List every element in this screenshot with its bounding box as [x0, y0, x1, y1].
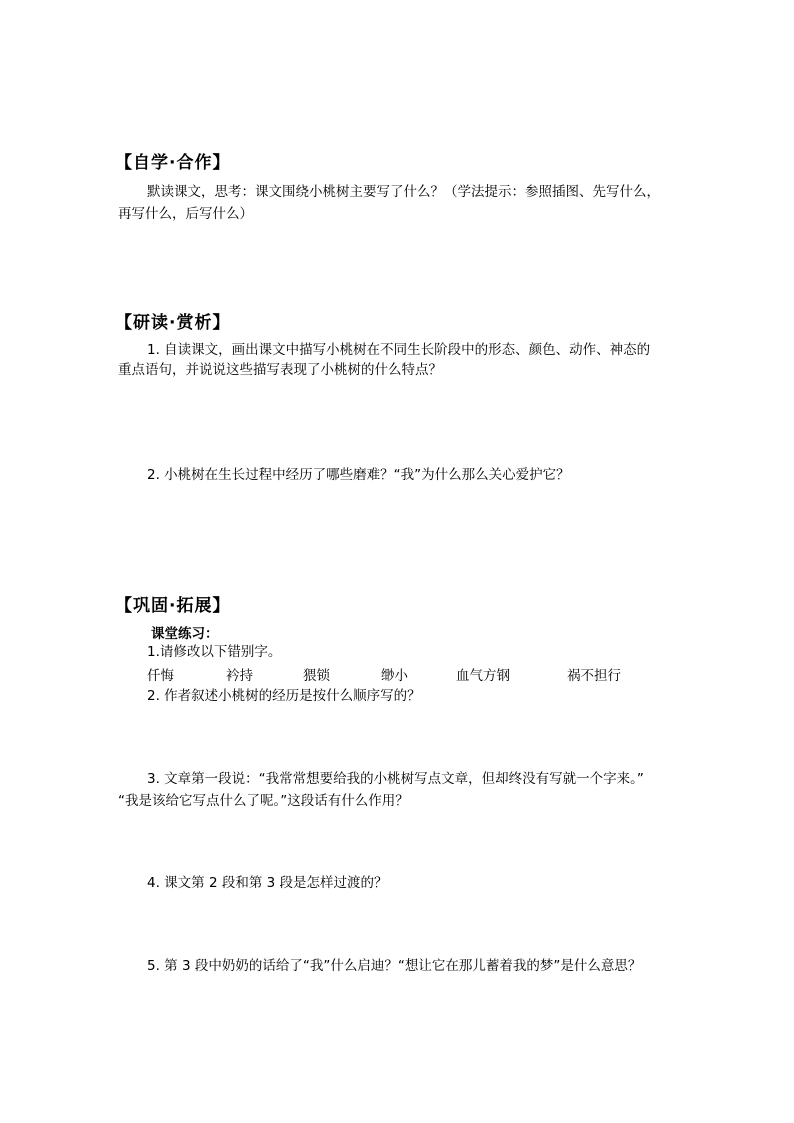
self-study-prompt-line2: 再写什么，后写什么）	[118, 206, 253, 222]
practice-question-4: 4. 课文第 2 段和第 3 段是怎样过渡的？	[147, 875, 388, 891]
typo-word: 仟悔	[147, 668, 174, 684]
practice-question-1: 1.请修改以下错别字。	[147, 644, 282, 660]
study-question-1-line1: 1. 自读课文，画出课文中描写小桃树在不同生长阶段中的形态、颜色、动作、神态的	[147, 342, 651, 358]
practice-question-2: 2. 作者叙述小桃树的经历是按什么顺序写的？	[147, 688, 421, 704]
study-question-2: 2. 小桃树在生长过程中经历了哪些磨难？“我”为什么那么关心爱护它？	[147, 467, 570, 483]
typo-word: 血气方钢	[456, 668, 510, 684]
practice-question-3-line2: “我是该给它写点什么了呢。”这段话有什么作用？	[118, 793, 409, 809]
section-heading-self-study: 【自学·合作】	[115, 153, 231, 173]
practice-question-5: 5. 第 3 段中奶奶的话给了“我”什么启迪？“想让它在那儿蓄着我的梦”是什么意思？	[147, 958, 642, 974]
classroom-practice-subheading: 课堂练习：	[151, 626, 219, 642]
study-question-1-line2: 重点语句，并说说这些描写表现了小桃树的什么特点？	[118, 362, 442, 378]
section-heading-consolidate: 【巩固·拓展】	[115, 596, 231, 616]
section-heading-study: 【研读·赏析】	[115, 313, 231, 333]
practice-question-3-line1: 3. 文章第一段说：“我常常想要给我的小桃树写点文章，但却终没有写就一个字来。”	[147, 771, 644, 787]
typo-word: 猥锁	[303, 668, 330, 684]
typo-word: 祸不担行	[567, 668, 621, 684]
self-study-prompt-line1: 默读课文，思考：课文围绕小桃树主要写了什么？（学法提示：参照插图、先写什么，	[147, 184, 660, 200]
typo-word: 缈小	[381, 668, 408, 684]
typo-word: 衿持	[226, 668, 253, 684]
